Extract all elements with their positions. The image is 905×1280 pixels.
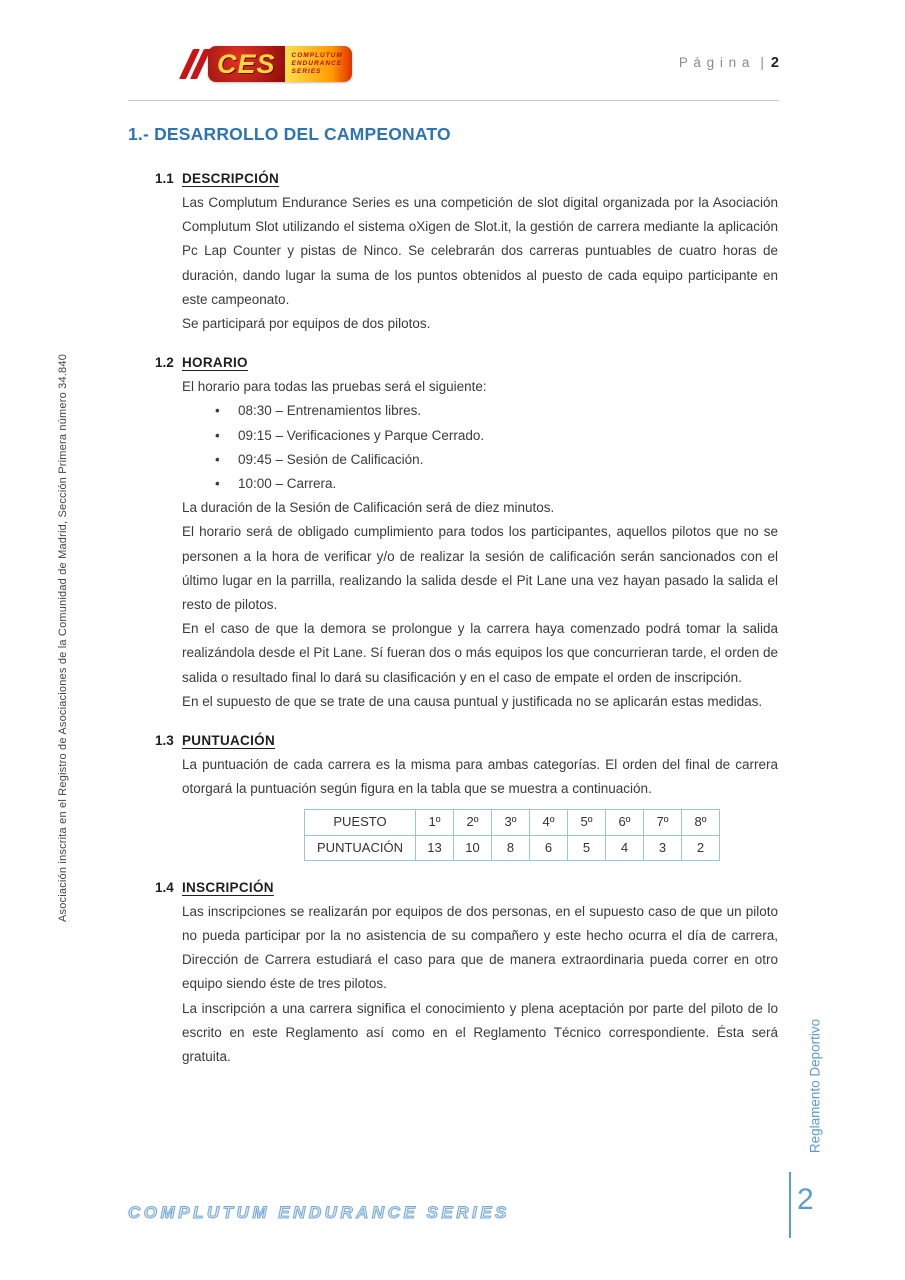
section-heading [155,355,778,370]
table-cell: 5º [568,810,606,835]
paragraph: La puntuación de cada carrera es la misma para ambas categorías. El orden del final de carrera otorgará la puntuación según figura en la tabla que se muestra a continuación. [182,757,778,797]
header-divider [128,100,779,101]
logo-sub-line: ENDURANCE [291,60,343,67]
paragraph: La inscripción a una carrera significa el conocimiento y plena aceptación por parte del piloto de lo escrito en este Reglamento así como en el Reglamento Técnico correspondiente. Ésta será gratuita. [182,1000,778,1065]
section-title: INSCRIPCIÓN [182,879,274,895]
paragraph: En el supuesto de que se trate de una causa puntual y justificada no se aplicarán estas medidas. [182,693,763,709]
table-cell: 7º [644,810,682,835]
bullet-icon: • [215,451,220,467]
paragraph: Se participará por equipos de dos pilotos. [182,316,431,332]
table-cell: 3 [644,835,682,860]
page-indicator [679,55,779,71]
table-cell: 5 [568,835,606,860]
table-cell: 13 [416,835,454,860]
section-title: HORARIO [182,355,248,371]
table-cell: 1º [416,810,454,835]
list-item [215,399,778,423]
list-item [215,424,778,448]
table-cell: PUNTUACIÓN [305,835,416,860]
section-body [182,191,778,336]
section-title: PUNTUACIÓN [182,733,275,749]
section-number: 1.3 [155,733,174,749]
bullet-icon: • [215,427,220,443]
points-table [304,809,720,860]
list-item [215,472,778,496]
section-number: 1.4 [155,879,174,895]
logo-box [208,46,352,82]
paragraph: El horario para todas las pruebas será el siguiente: [182,379,487,395]
footer-brand: COMPLUTUM ENDURANCE SERIES [128,1203,510,1222]
section-puntuacion [128,733,778,861]
table-cell: 8º [682,810,720,835]
paragraph: Las Complutum Endurance Series es una competición de slot digital organizada por la Asociación Complutum Slot utilizando el sistema oXigen de Slot.it, la gestión de carrera mediante la aplicación Pc Lap Counter y pistas de Ninco. Se celebrarán dos carreras puntuables de cuatro horas de duración, dando lugar la suma de los puntos obtenidos al puesto de cada equipo participante en este campeonato. [182,195,778,307]
page-number-header: 2 [770,55,779,71]
section-heading [155,171,778,186]
page-number-footer: 2 [797,1183,814,1216]
section-descripcion [128,171,778,336]
table-row [305,835,720,860]
list-item-text: 10:00 – Carrera. [238,476,337,492]
section-heading [155,880,778,895]
page-title: 1.- DESARROLLO DEL CAMPEONATO [128,124,451,144]
table-cell: 4º [530,810,568,835]
bullet-icon: • [215,476,220,492]
paragraph: En el caso de que la demora se prolongue y la carrera haya comenzado podrá tomar la salida realizándola desde el Pit Lane. Sí fueran dos o más equipos los que concurrieran tarde, el orden de salida o resultado final lo dará su clasificación y en el caso de empate el orden de inscripción. [182,621,778,685]
section-horario [128,355,778,714]
association-registry-note: Asociación inscrita en el Registro de Asociaciones de la Comunidad de Madrid, Sección Primera número 34.840 [57,353,69,923]
page-separator: | [760,55,764,70]
section-heading [155,733,778,748]
table-cell: 6º [606,810,644,835]
section-title: DESCRIPCIÓN [182,171,280,186]
section-body [182,900,778,1069]
table-cell: 3º [492,810,530,835]
table-cell: 10 [454,835,492,860]
logo-sub-line: SERIES [291,68,322,75]
paragraph: Las inscripciones se realizarán por equipos de dos personas, en el supuesto caso de que un piloto no pueda participar por la no asistencia de su compañero y este hecho ocurra el día de carrera, Dirección de Carrera estudiará el caso para que de manera extraordinaria pueda correr en otro equipo siendo éste de tres pilotos. [182,903,778,992]
page-label: P á g i n a [678,55,751,70]
table-cell: 6 [530,835,568,860]
paragraph: La duración de la Sesión de Calificación será de diez minutos. [182,500,555,516]
list-item-text: 09:45 – Sesión de Calificación. [238,451,424,467]
section-body [182,375,778,714]
section-number: 1.1 [155,171,174,186]
logo-red-panel [208,46,285,82]
logo-sub-line: COMPLUTUM [291,52,343,59]
section-number: 1.2 [155,355,174,371]
document-type-label: Reglamento Deportivo [807,1018,823,1154]
section-inscripcion [128,880,778,1069]
list-item-text: 09:15 – Verificaciones y Parque Cerrado. [238,427,485,443]
list-item-text: 08:30 – Entrenamientos libres. [238,403,422,419]
list-item [215,448,778,472]
logo-ces-text: CES [217,48,276,79]
bullet-icon: • [215,403,220,419]
table-cell: 4 [606,835,644,860]
table-cell: PUESTO [305,810,416,835]
schedule-list [215,399,778,496]
logo-yellow-panel [285,46,352,82]
document-body [128,118,778,1069]
table-row [305,810,720,835]
section-body [182,753,778,861]
footer-divider [789,1172,791,1238]
table-cell: 2 [682,835,720,860]
paragraph: El horario será de obligado cumplimiento para todos los participantes, aquellos pilotos que no se personen a la hora de verificar y/o de realizar la sesión de calificación serán sancionados con el último lugar en la parrilla, realizando la salida desde el Pit Lane una vez hayan pasado la salida el resto de pilotos. [182,524,778,613]
table-cell: 2º [454,810,492,835]
table-cell: 8 [492,835,530,860]
ces-logo [186,46,352,82]
